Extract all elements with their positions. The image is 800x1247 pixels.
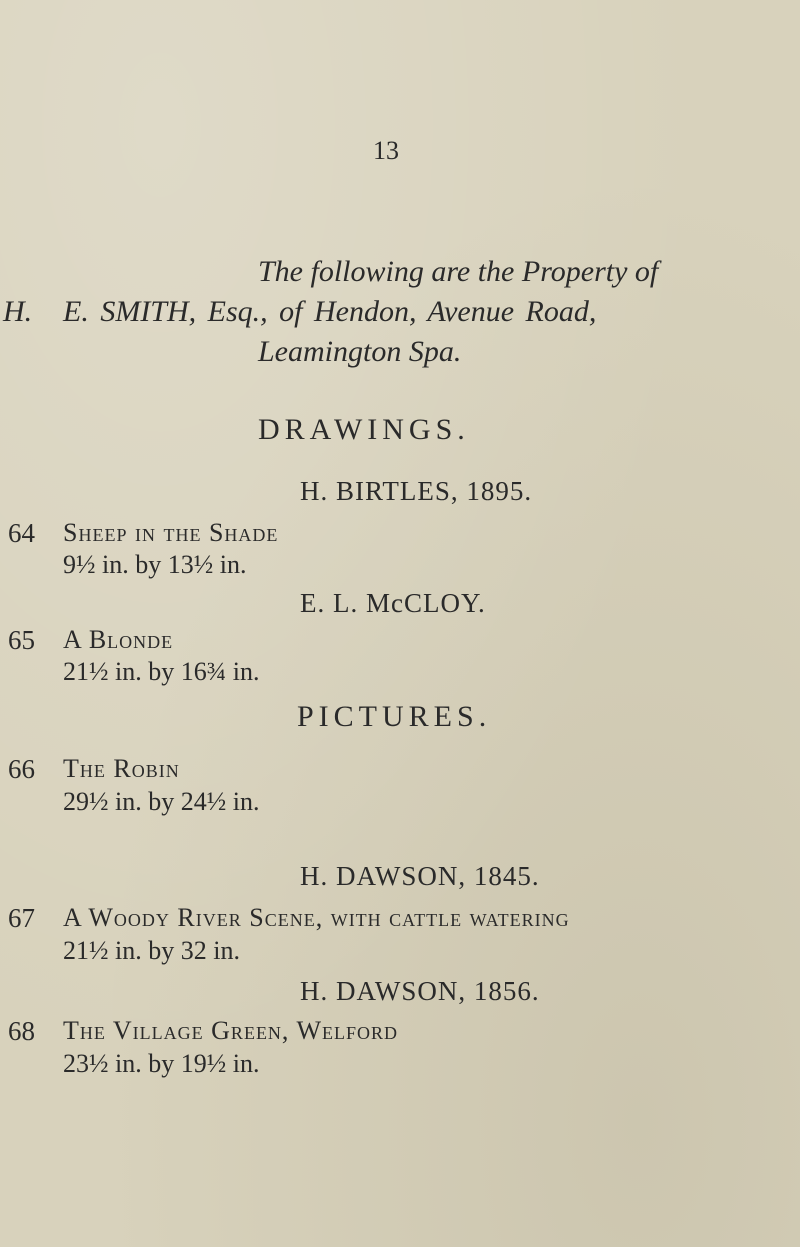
lot-number: 64 [8, 518, 35, 548]
property-intro: The following are the Property of [258, 255, 659, 288]
page-number: 13 [373, 136, 399, 165]
lot-number: 67 [8, 903, 35, 933]
artist-heading: H. DAWSON, 1856. [300, 976, 540, 1006]
owner-name-address: E. SMITH, Esq., of Hendon, Avenue Road, [63, 295, 597, 328]
lot-dimensions: 29½ in. by 24½ in. [63, 787, 260, 816]
lot-dimensions: 21½ in. by 16¾ in. [63, 657, 260, 686]
artist-heading: H. BIRTLES, 1895. [300, 476, 533, 506]
section-heading-pictures: PICTURES. [297, 700, 492, 733]
section-heading-drawings: DRAWINGS. [258, 413, 470, 446]
artist-heading: E. L. McCLOY. [300, 588, 486, 618]
lot-title: A Woody River Scene, with cattle watering [63, 903, 570, 932]
lot-number: 68 [8, 1016, 35, 1046]
owner-initial: H. [3, 295, 33, 328]
lot-number: 66 [8, 754, 35, 784]
lot-title: A Blonde [63, 625, 174, 654]
owner-town: Leamington Spa. [258, 335, 462, 368]
lot-title: Sheep in the Shade [63, 518, 279, 547]
lot-title: The Village Green, Welford [63, 1016, 399, 1045]
lot-dimensions: 9½ in. by 13½ in. [63, 550, 247, 579]
lot-number: 65 [8, 625, 35, 655]
artist-heading: H. DAWSON, 1845. [300, 861, 540, 891]
lot-dimensions: 21½ in. by 32 in. [63, 936, 240, 965]
lot-title: The Robin [63, 754, 180, 783]
lot-dimensions: 23½ in. by 19½ in. [63, 1049, 260, 1078]
